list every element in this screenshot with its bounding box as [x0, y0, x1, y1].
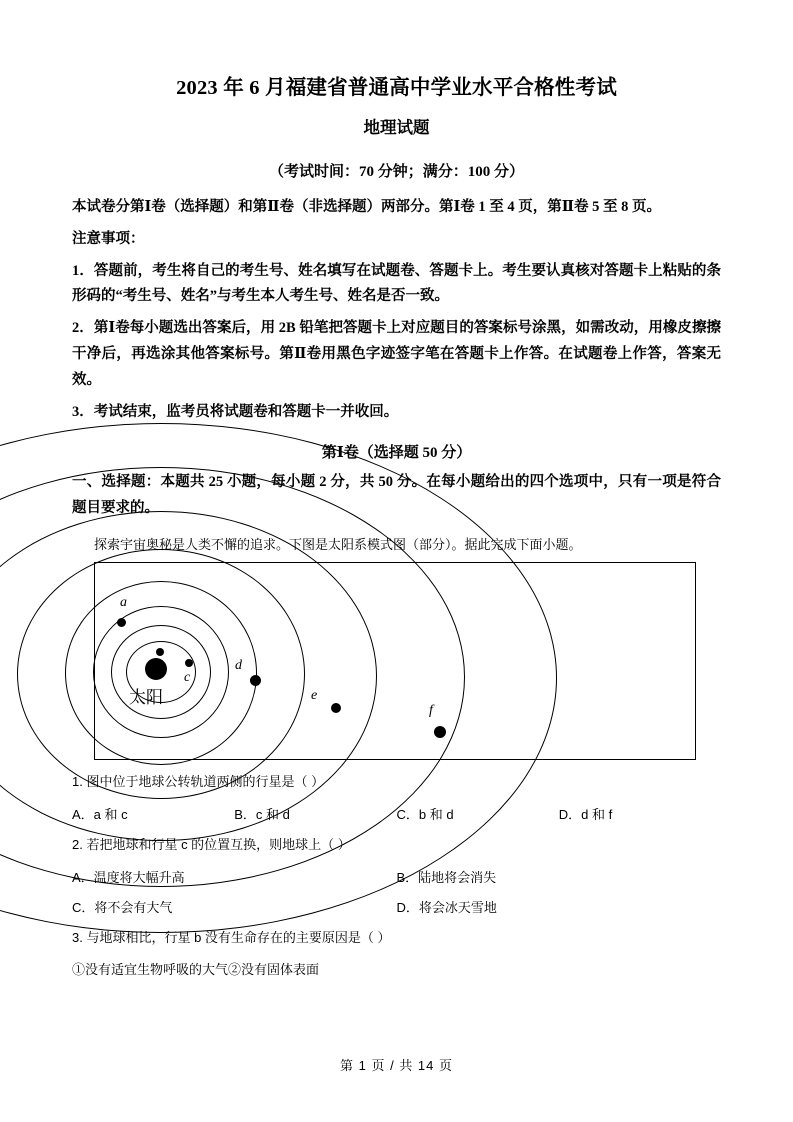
question-type-intro: 一、选择题：本题共 25 小题，每小题 2 分，共 50 分。在每小题给出的四个选项中，只有一项是符合题目要求的。: [72, 474, 721, 517]
question-1-option-a[interactable]: A．a 和 c: [72, 806, 128, 822]
question-3-stem: 3. 与地球相比，行星 b 没有生命存在的主要原因是（ ）: [72, 929, 391, 945]
question-1-option-d[interactable]: D．d 和 f: [558, 806, 613, 822]
planet-b-label: b: [158, 663, 165, 679]
planet-b-marker: [156, 648, 164, 656]
notice-heading: 注意事项：: [72, 230, 145, 247]
question-3-option-line-1[interactable]: ①没有适宜生物呼吸的大气②没有固体表面: [72, 962, 320, 978]
planet-d-label: d: [235, 658, 242, 674]
planet-d-marker: [250, 675, 261, 686]
planet-a-label: a: [120, 595, 127, 611]
question-2-stem: 2. 若把地球和行星 c 的位置互换，则地球上（ ）: [72, 836, 351, 852]
page-subtitle: 地理试题: [363, 118, 430, 137]
figure-solar-system: [72, 562, 721, 760]
page-title: 2023 年 6 月福建省普通高中学业水平合格性考试: [176, 77, 617, 99]
question-2-option-b[interactable]: B．陆地将会消失: [396, 869, 497, 885]
question-1-option-b[interactable]: B．c 和 d: [234, 806, 290, 822]
planet-f-marker: [434, 726, 446, 738]
planet-a-marker: [117, 618, 126, 627]
question-2-option-c[interactable]: C．将不会有大气: [72, 899, 173, 915]
question-3-options: [72, 959, 721, 978]
question-2-option-a[interactable]: A．温度将大幅升高: [72, 869, 185, 885]
question-1-stem: 1. 图中位于地球公转轨道两侧的行星是（ ）: [72, 774, 325, 790]
exam-info: （考试时间：70 分钟；满分：100 分）: [268, 164, 524, 180]
notice-item-1: 1．答题前，考生将自己的考生号、姓名填写在试题卷、答题卡上。考生要认真核对答题卡上粘贴的条形码的“考生号、姓名”与考生本人考生号、姓名是否一致。: [72, 262, 721, 305]
planet-c-label: c: [184, 670, 191, 686]
planet-e-label: e: [311, 688, 318, 704]
section-heading: 第Ⅰ卷（选择题 50 分）: [321, 445, 472, 462]
notice-item-3: 3．考试结束，监考员将试题卷和答题卡一并收回。: [72, 403, 399, 420]
figure-frame: [94, 562, 696, 760]
planet-f-label: f: [429, 703, 433, 719]
question-1-option-c[interactable]: C．b 和 d: [396, 806, 454, 822]
sun-label: 太阳: [129, 688, 163, 708]
question-2-option-d[interactable]: D．将会冰天雪地: [396, 899, 497, 915]
page-footer: 第 1 页 / 共 14 页: [340, 1058, 453, 1073]
material-text-1: 探索宇宙奥秘是人类不懈的追求。下图是太阳系模式图（部分）。据此完成下面小题。: [94, 536, 582, 552]
notice-item-2: 2．第Ⅰ卷每小题选出答案后，用 2B 铅笔把答题卡上对应题目的答案标号涂黑，如需改动，用橡皮擦擦干净后，再选涂其他答案标号。第Ⅱ卷用黑色字迹签字笔在答题卡上作答。在试题卷上作答，答案无效。: [72, 320, 721, 388]
planet-e-marker: [331, 703, 341, 713]
intro-paragraph: 本试卷分第Ⅰ卷（选择题）和第Ⅱ卷（非选择题）两部分。第Ⅰ卷 1 至 4 页，第Ⅱ卷 5 至 8 页。: [72, 199, 662, 215]
planet-c-marker: [185, 659, 193, 667]
